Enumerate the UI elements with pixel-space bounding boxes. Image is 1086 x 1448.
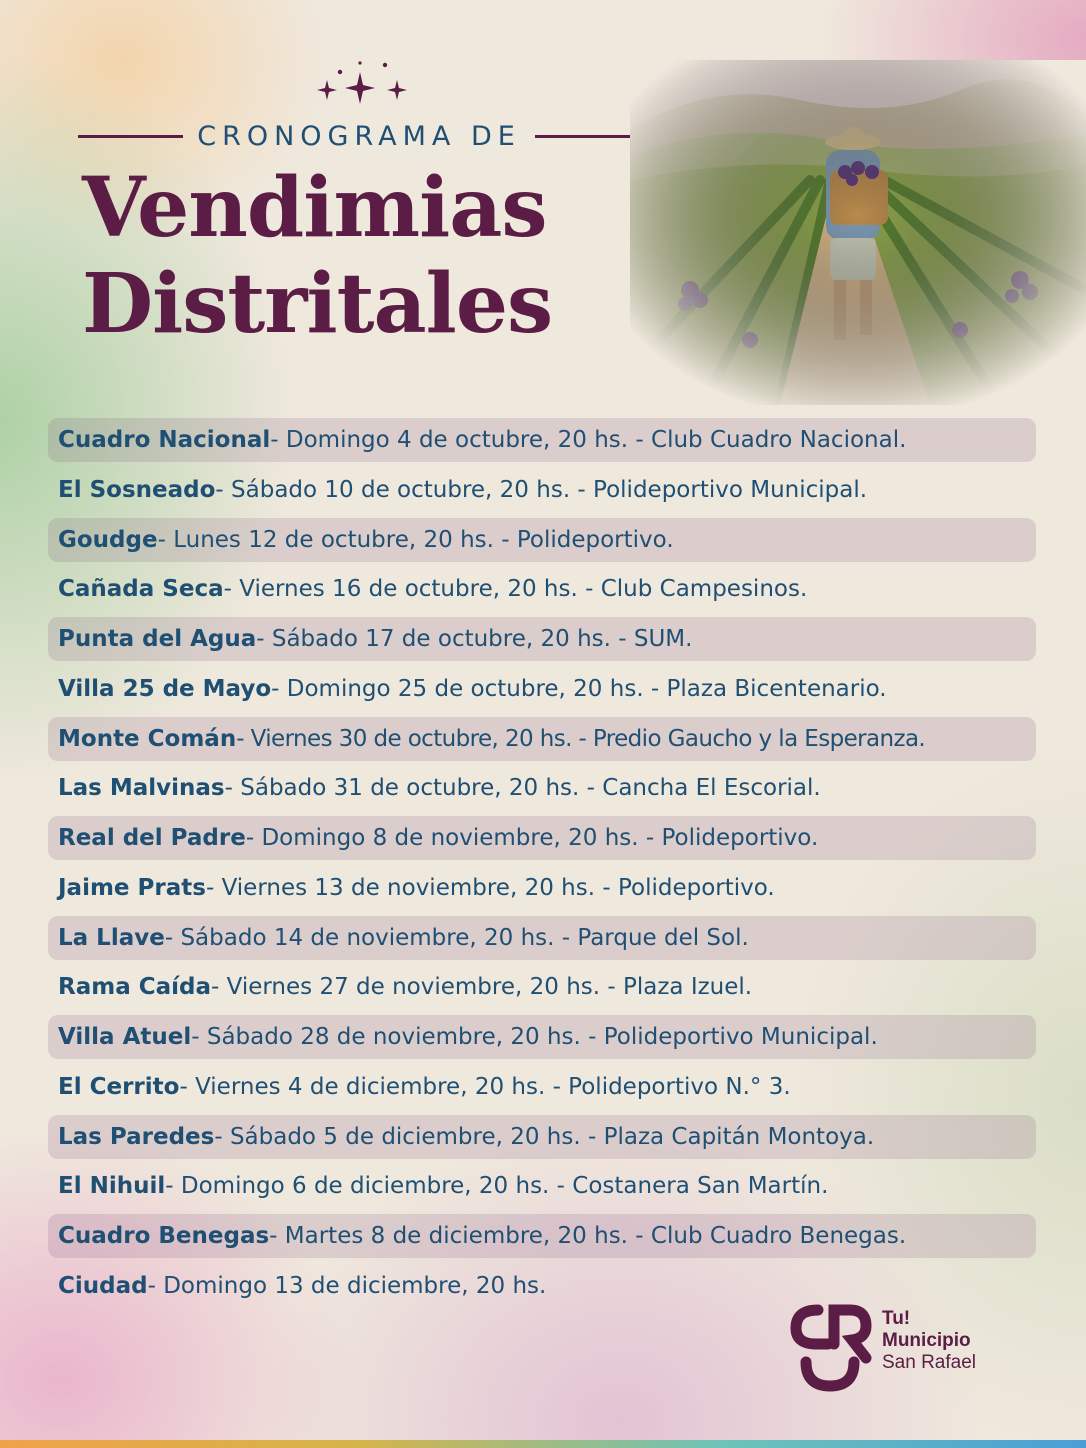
title-line-1: Vendimias xyxy=(82,160,547,256)
page-title xyxy=(82,160,552,352)
district-name: El Cerrito xyxy=(58,1073,180,1100)
subtitle-left-rule xyxy=(78,135,183,138)
logo-line-3: San Rafael xyxy=(882,1352,977,1373)
event-detail: - Viernes 27 de noviembre, 20 hs. - Plaza Izuel. xyxy=(211,974,753,1001)
event-detail: - Sábado 31 de octubre, 20 hs. - Cancha El Escorial. xyxy=(224,775,821,802)
subtitle-row xyxy=(78,118,640,154)
list-item xyxy=(48,567,1036,611)
event-detail: - Domingo 4 de octubre, 20 hs. - Club Cuadro Nacional. xyxy=(270,427,907,453)
event-detail: - Viernes 30 de octubre, 20 hs. - Predio Gaucho y la Esperanza. xyxy=(236,725,926,752)
logo-text xyxy=(882,1308,976,1374)
bottom-color-bar xyxy=(0,1440,1086,1448)
event-detail: - Domingo 13 de diciembre, 20 hs. xyxy=(147,1272,547,1299)
list-item xyxy=(48,1015,1036,1059)
list-item xyxy=(48,1115,1036,1159)
list-item xyxy=(48,965,1036,1009)
district-name: Rama Caída xyxy=(58,974,211,1001)
event-detail: - Domingo 6 de diciembre, 20 hs. - Costanera San Martín. xyxy=(165,1173,829,1200)
subtitle: CRONOGRAMA DE xyxy=(197,120,521,152)
list-item xyxy=(48,1214,1036,1258)
district-name: El Sosneado xyxy=(58,476,216,503)
event-detail: - Lunes 12 de octubre, 20 hs. - Polideportivo. xyxy=(157,526,674,553)
grape-harvest-illustration xyxy=(630,60,1086,405)
list-item xyxy=(48,1065,1036,1109)
district-name: Cañada Seca xyxy=(58,576,224,603)
district-name: Real del Padre xyxy=(58,825,246,851)
event-detail: - Viernes 4 de diciembre, 20 hs. - Polideportivo N.° 3. xyxy=(179,1073,791,1100)
logo-line-1: Tu! xyxy=(882,1308,911,1329)
san-rafael-logo-icon xyxy=(788,1300,874,1395)
district-name: Las Paredes xyxy=(58,1123,215,1150)
list-item xyxy=(48,916,1036,960)
list-item xyxy=(48,667,1036,711)
event-detail: - Sábado 5 de diciembre, 20 hs. - Plaza Capitán Montoya. xyxy=(214,1123,875,1150)
district-name: Goudge xyxy=(58,526,158,553)
list-item xyxy=(48,617,1036,661)
list-item xyxy=(48,1164,1036,1208)
list-item xyxy=(48,518,1036,562)
list-item xyxy=(48,717,1036,761)
event-detail: - Sábado 10 de octubre, 20 hs. - Polideportivo Municipal. xyxy=(215,476,868,503)
list-item xyxy=(48,766,1036,810)
district-name: El Nihuil xyxy=(58,1173,166,1200)
event-detail: - Viernes 13 de noviembre, 20 hs. - Polideportivo. xyxy=(205,874,775,901)
schedule-list xyxy=(48,418,1036,1314)
district-name: Villa 25 de Mayo xyxy=(58,675,272,702)
event-detail: - Domingo 8 de noviembre, 20 hs. - Polideportivo. xyxy=(245,825,819,851)
district-name: Punta del Agua xyxy=(58,626,257,652)
district-name: Ciudad xyxy=(58,1272,148,1299)
district-name: Villa Atuel xyxy=(58,1024,192,1050)
district-name: Jaime Prats xyxy=(58,874,206,901)
logo-line-2: Municipio xyxy=(882,1330,971,1351)
list-item xyxy=(48,418,1036,462)
district-name: Monte Comán xyxy=(58,725,237,752)
sparkles-icon xyxy=(305,60,415,110)
district-name: Cuadro Benegas xyxy=(58,1223,270,1249)
event-detail: - Martes 8 de diciembre, 20 hs. - Club Cuadro Benegas. xyxy=(269,1223,907,1249)
event-detail: - Sábado 17 de octubre, 20 hs. - SUM. xyxy=(256,626,693,652)
district-name: Las Malvinas xyxy=(58,775,225,802)
event-detail: - Sábado 14 de noviembre, 20 hs. - Parque del Sol. xyxy=(164,924,749,951)
title-line-2: Distritales xyxy=(82,256,553,352)
municipality-logo xyxy=(788,1300,1008,1395)
list-item xyxy=(48,468,1036,512)
subtitle-right-rule xyxy=(535,135,640,138)
event-detail: - Sábado 28 de noviembre, 20 hs. - Polideportivo Municipal. xyxy=(191,1024,878,1050)
list-item xyxy=(48,866,1036,910)
event-detail: - Viernes 16 de octubre, 20 hs. - Club Campesinos. xyxy=(223,576,808,603)
event-detail: - Domingo 25 de octubre, 20 hs. - Plaza Bicentenario. xyxy=(271,675,887,702)
list-item xyxy=(48,816,1036,860)
district-name: Cuadro Nacional xyxy=(58,427,271,453)
district-name: La Llave xyxy=(58,924,165,951)
